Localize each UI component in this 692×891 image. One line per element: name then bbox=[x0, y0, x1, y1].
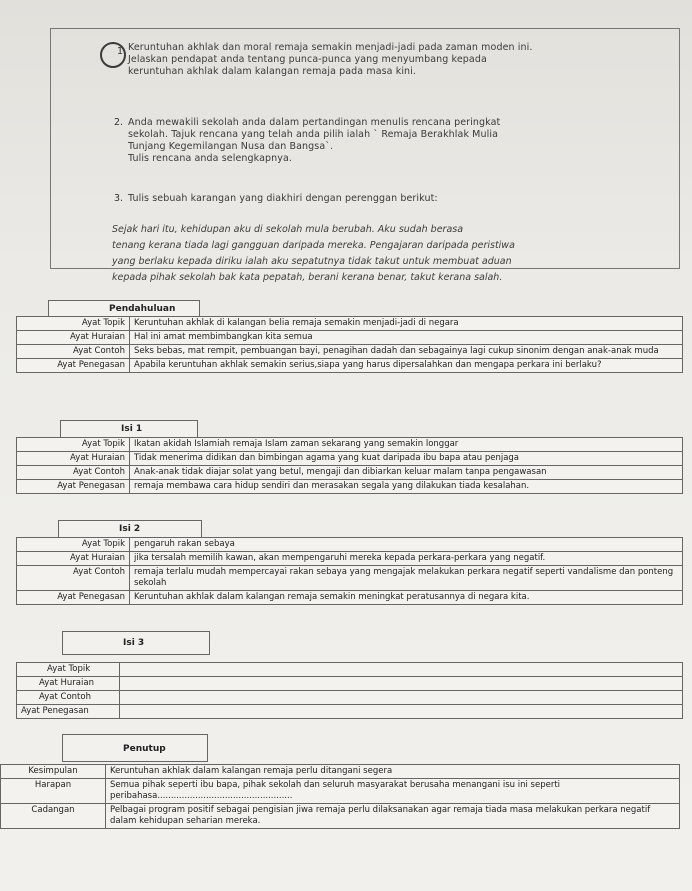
row-value: Seks bebas, mat rempit, pembuangan bayi, penagihan dadah dan sebagainya lagi cukup sinonim dengan anak-anak muda bbox=[130, 345, 683, 359]
table-row bbox=[17, 331, 683, 345]
isi1-label: Isi 1 bbox=[60, 420, 198, 438]
row-value: Keruntuhan akhlak di kalangan belia remaja semakin menjadi-jadi di negara bbox=[130, 317, 683, 331]
isi3-table bbox=[16, 662, 683, 719]
isi2-label: Isi 2 bbox=[58, 520, 202, 538]
row-key: Ayat Contoh bbox=[17, 691, 120, 705]
table-row bbox=[17, 480, 683, 494]
table-row bbox=[17, 677, 683, 691]
q1-line: keruntuhan akhlak dalam kalangan remaja pada masa kini. bbox=[128, 66, 417, 77]
q3-number: 3. bbox=[114, 193, 124, 204]
row-key: Ayat Topik bbox=[17, 317, 130, 331]
q3-essay bbox=[112, 222, 632, 286]
essay-line: tenang kerana tiada lagi gangguan daripada mereka. Pengajaran daripada peristiwa bbox=[112, 240, 515, 251]
penutup-label: Penutup bbox=[62, 734, 208, 762]
row-key: Ayat Penegasan bbox=[17, 705, 120, 719]
q3-instruction: Tulis sebuah karangan yang diakhiri dengan perenggan berikut: bbox=[128, 193, 438, 204]
q2-number: 2. bbox=[114, 117, 124, 128]
table-row bbox=[17, 705, 683, 719]
table-row bbox=[17, 566, 683, 591]
row-value: Pelbagai program positif sebagai pengisian jiwa remaja perlu dilaksanakan agar remaja tiada masa melakukan perkara negatif dalam kehidupan seharian mereka. bbox=[106, 804, 680, 829]
q2-line: Anda mewakili sekolah anda dalam pertandingan menulis rencana peringkat bbox=[128, 117, 501, 128]
pendahuluan-label: Pendahuluan bbox=[48, 300, 200, 316]
row-key: Ayat Penegasan bbox=[17, 591, 130, 605]
row-value: Hal ini amat membimbangkan kita semua bbox=[130, 331, 683, 345]
row-key: Ayat Contoh bbox=[17, 566, 130, 591]
table-row bbox=[17, 466, 683, 480]
row-key: Ayat Huraian bbox=[17, 552, 130, 566]
row-value bbox=[120, 691, 683, 705]
row-value: pengaruh rakan sebaya bbox=[130, 538, 683, 552]
table-row bbox=[17, 359, 683, 373]
penutup-table bbox=[0, 764, 680, 829]
row-value: Apabila keruntuhan akhlak semakin serius,siapa yang harus dipersalahkan dan mengapa perkara ini berlaku? bbox=[130, 359, 683, 373]
row-key: Ayat Topik bbox=[17, 538, 130, 552]
row-value bbox=[120, 663, 683, 677]
row-value: Keruntuhan akhlak dalam kalangan remaja semakin meningkat peratusannya di negara kita. bbox=[130, 591, 683, 605]
table-row bbox=[17, 317, 683, 331]
isi3-label: Isi 3 bbox=[62, 631, 210, 655]
q1-line: Jelaskan pendapat anda tentang punca-punca yang menyumbang kepada bbox=[128, 54, 487, 65]
table-row bbox=[1, 804, 680, 829]
row-key: Ayat Topik bbox=[17, 438, 130, 452]
pendahuluan-table bbox=[16, 316, 683, 373]
q1-number: 1. bbox=[117, 46, 127, 57]
row-value: Anak-anak tidak diajar solat yang betul, mengaji dan dibiarkan keluar malam tanpa pengawasan bbox=[130, 466, 683, 480]
row-value: jika tersalah memilih kawan, akan mempengaruhi mereka kepada perkara-perkara yang negatif. bbox=[130, 552, 683, 566]
row-value: remaja membawa cara hidup sendiri dan merasakan segala yang dilakukan tiada kesalahan. bbox=[130, 480, 683, 494]
row-key: Ayat Penegasan bbox=[17, 480, 130, 494]
table-row bbox=[1, 779, 680, 804]
table-row bbox=[17, 345, 683, 359]
essay-line: kepada pihak sekolah bak kata pepatah, berani kerana benar, takut kerana salah. bbox=[112, 272, 503, 283]
table-row bbox=[17, 591, 683, 605]
row-key: Harapan bbox=[1, 779, 106, 804]
table-row bbox=[17, 691, 683, 705]
row-key: Ayat Penegasan bbox=[17, 359, 130, 373]
table-row bbox=[17, 438, 683, 452]
essay-line: Sejak hari itu, kehidupan aku di sekolah mula berubah. Aku sudah berasa bbox=[112, 224, 464, 235]
row-key: Ayat Contoh bbox=[17, 345, 130, 359]
row-value: Ikatan akidah Islamiah remaja Islam zaman sekarang yang semakin longgar bbox=[130, 438, 683, 452]
row-value: Semua pihak seperti ibu bapa, pihak sekolah dan seluruh masyarakat berusaha menangani isu ini seperti peribahasa.................................................. bbox=[106, 779, 680, 804]
table-row bbox=[1, 765, 680, 779]
row-value: Keruntuhan akhlak dalam kalangan remaja perlu ditangani segera bbox=[106, 765, 680, 779]
essay-line: yang berlaku kepada diriku ialah aku sepatutnya tidak takut untuk membuat aduan bbox=[112, 256, 512, 267]
table-row bbox=[17, 538, 683, 552]
table-row bbox=[17, 663, 683, 677]
row-value bbox=[120, 677, 683, 691]
row-key: Ayat Huraian bbox=[17, 452, 130, 466]
q2-line: Tunjang Kegemilangan Nusa dan Bangsa`. bbox=[128, 141, 334, 152]
row-value: Tidak menerima didikan dan bimbingan agama yang kuat daripada ibu bapa atau penjaga bbox=[130, 452, 683, 466]
table-row bbox=[17, 552, 683, 566]
row-key: Ayat Contoh bbox=[17, 466, 130, 480]
q2-text bbox=[128, 117, 500, 165]
isi2-table bbox=[16, 537, 683, 605]
q2-line: Tulis rencana anda selengkapnya. bbox=[128, 153, 293, 164]
row-key: Ayat Huraian bbox=[17, 331, 130, 345]
row-value bbox=[120, 705, 683, 719]
row-key: Ayat Topik bbox=[17, 663, 120, 677]
q1-line: Keruntuhan akhlak dan moral remaja semakin menjadi-jadi pada zaman moden ini. bbox=[128, 42, 533, 53]
isi1-table bbox=[16, 437, 683, 494]
row-value: remaja terlalu mudah mempercayai rakan sebaya yang mengajak melakukan perkara negatif seperti vandalisme dan ponteng sekolah bbox=[130, 566, 683, 591]
row-key: Ayat Huraian bbox=[17, 677, 120, 691]
q2-line: sekolah. Tajuk rencana yang telah anda pilih ialah ` Remaja Berakhlak Mulia bbox=[128, 129, 499, 140]
q1-text bbox=[128, 42, 532, 78]
table-row bbox=[17, 452, 683, 466]
row-key: Cadangan bbox=[1, 804, 106, 829]
row-key: Kesimpulan bbox=[1, 765, 106, 779]
